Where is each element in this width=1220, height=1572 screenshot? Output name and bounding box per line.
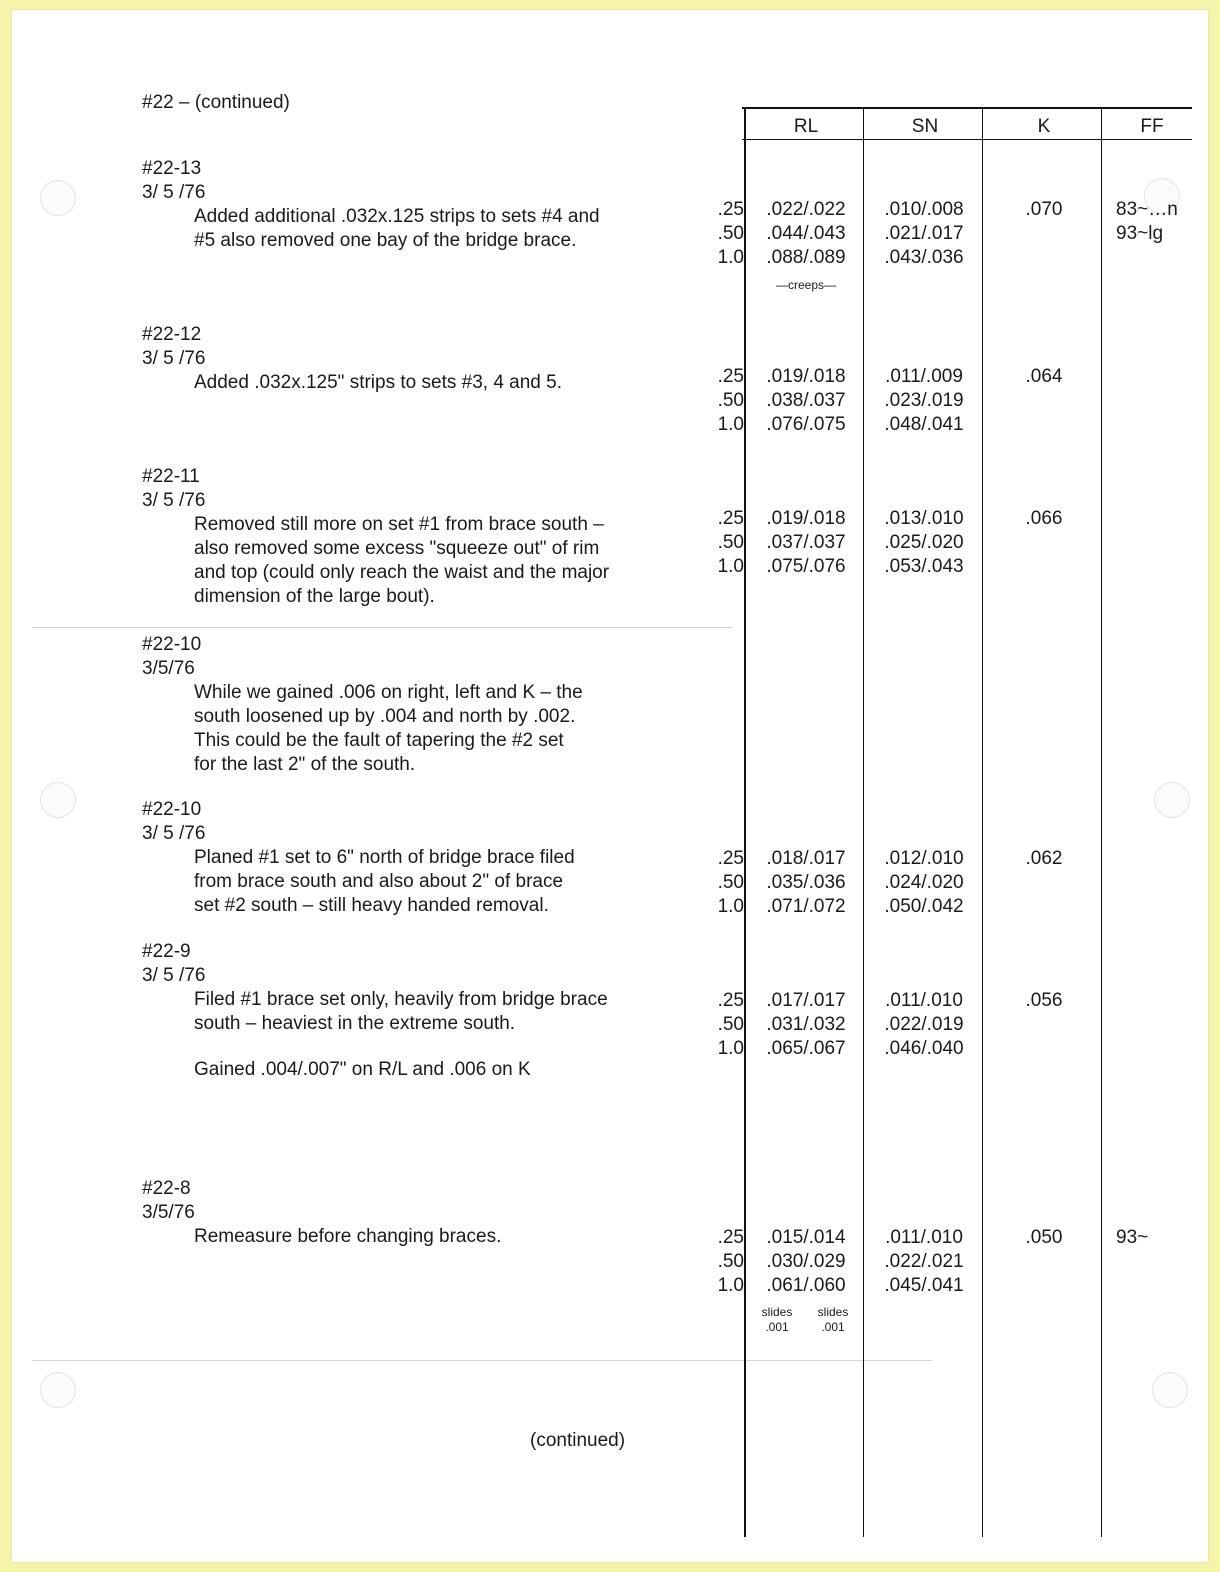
entry-note: Gained .004/.007" on R/L and .006 on K [194,1059,531,1080]
load-value: .50 [717,1014,744,1035]
measurement-row [640,1251,1200,1275]
rl-value: .035/.036 [766,872,846,893]
load-value: .25 [717,366,744,387]
k-value: .064 [1025,366,1063,387]
sn-value: .025/.020 [884,532,964,553]
entry [142,940,682,1082]
rl-value: .019/.018 [766,508,846,529]
measurement-row [640,390,1200,414]
load-value: 1.0 [717,1275,744,1296]
sn-value: .023/.019 [884,390,964,411]
load-value: 1.0 [717,896,744,917]
measurement-rows [640,508,1200,580]
entry-description: While we gained .006 on right, left and K – the south loosened up by .004 and north by .002. This could be the fault of tapering the #2 set for the last 2" of the south. [194,682,583,775]
rl-value: .075/.076 [766,556,846,577]
load-value: .50 [717,390,744,411]
entry-description: Planed #1 set to 6" north of bridge brace filed from brace south and also about 2" of brace set #2 south – still heavy handed removal. [194,847,575,916]
entry-description: Removed still more on set #1 from brace south – also removed some excess "squeeze out" of rim and top (could only reach the waist and the major dimension of the large bout). [194,514,610,607]
entry-date: 3/ 5 /76 [142,965,206,986]
entry-id: #22-13 [142,158,202,179]
slides-note: slides .001 [817,1305,849,1334]
sn-value: .012/.010 [884,848,964,869]
measurement-row [640,848,1200,872]
entry-date: 3/5/76 [142,1202,195,1223]
measurement-rows [640,990,1200,1062]
sn-value: .011/.010 [885,1227,963,1248]
measurement-row [640,872,1200,896]
ff-value: 93~lg [1116,223,1164,244]
entry-id: #22-10 [142,799,202,820]
entry-id: #22-9 [142,941,191,962]
measurement-row [640,508,1200,532]
entry-description: Added .032x.125" strips to sets #3, 4 and 5. [194,372,562,393]
column-divider [982,107,983,1537]
sn-value: .011/.010 [885,990,963,1011]
sn-value: .022/.021 [884,1251,964,1272]
sn-value: .011/.009 [885,366,963,387]
entry-id: #22-8 [142,1178,191,1199]
rl-value: .019/.018 [766,366,846,387]
k-value: .066 [1025,508,1063,529]
entry [142,157,682,253]
measurement-row [640,990,1200,1014]
measurement-row [640,556,1200,580]
footer-continued: (continued) [530,1430,626,1451]
fold-line [32,1360,932,1361]
k-value: .062 [1025,848,1063,869]
measurement-rows [640,848,1200,920]
k-value: .050 [1025,1227,1063,1248]
column-divider [1101,107,1102,1537]
rl-value: .037/.037 [766,532,846,553]
measurement-row [640,223,1200,247]
punch-hole [1154,782,1190,818]
entry-date: 3/5/76 [142,658,195,679]
measurement-row [640,1275,1200,1299]
column-header-k: K [1037,116,1051,137]
rl-value: .017/.017 [766,990,846,1011]
entry-date: 3/ 5 /76 [142,490,206,511]
entry [142,633,682,777]
rl-value: .018/.017 [766,848,846,869]
ff-value: 93~ [1116,1227,1149,1248]
column-header-sn: SN [911,116,939,137]
sn-value: .022/.019 [884,1014,964,1035]
load-value: 1.0 [717,556,744,577]
measurement-row [640,532,1200,556]
rl-value: .065/.067 [766,1038,846,1059]
punch-hole [40,782,76,818]
k-value: .070 [1025,199,1063,220]
ff-value: 83~…n [1116,199,1178,220]
load-value: 1.0 [717,1038,744,1059]
rl-value: .031/.032 [766,1014,846,1035]
load-value: .50 [717,1251,744,1272]
sn-value: .013/.010 [884,508,964,529]
sn-value: .045/.041 [884,1275,964,1296]
measurement-row [640,414,1200,438]
entry-id: #22-10 [142,634,202,655]
measurement-row [640,199,1200,223]
sn-value: .010/.008 [884,199,964,220]
column-header-ff: FF [1140,116,1164,137]
entry-description: Added additional .032x.125 strips to sets #4 and #5 also removed one bay of the bridge brace. [194,206,600,251]
measurement-row [640,896,1200,920]
entry-date: 3/ 5 /76 [142,823,206,844]
column-divider [863,107,864,1537]
rl-value: .076/.075 [766,414,846,435]
sn-value: .050/.042 [884,896,964,917]
measurement-rows [640,199,1200,271]
rl-value: .044/.043 [766,223,846,244]
measurement-rows [640,1227,1200,1299]
load-value: .50 [717,872,744,893]
measurement-row [640,1227,1200,1251]
table-header-rule [742,139,1192,140]
sn-value: .048/.041 [884,414,964,435]
entry-id: #22-11 [142,466,200,487]
load-value: .25 [717,508,744,529]
punch-hole [1152,1372,1188,1408]
table-top-rule [742,107,1192,109]
page-title: #22 – (continued) [142,92,290,113]
sn-value: .046/.040 [884,1038,964,1059]
rl-value: .015/.014 [766,1227,846,1248]
slides-note: slides .001 [761,1305,793,1334]
measurement-row [640,366,1200,390]
rl-value: .071/.072 [766,896,846,917]
entry [142,323,682,395]
entry [142,1177,682,1249]
measurement-row [640,247,1200,271]
rl-value: .030/.029 [766,1251,846,1272]
sn-value: .021/.017 [884,223,964,244]
load-value: .25 [717,990,744,1011]
entry-date: 3/ 5 /76 [142,182,206,203]
punch-hole [40,180,76,216]
rl-value: .038/.037 [766,390,846,411]
k-value: .056 [1025,990,1063,1011]
load-value: .50 [717,532,744,553]
sn-value: .053/.043 [884,556,964,577]
load-value: .50 [717,223,744,244]
load-value: 1.0 [717,414,744,435]
load-value: 1.0 [717,247,744,268]
sn-value: .024/.020 [884,872,964,893]
entry-date: 3/ 5 /76 [142,348,206,369]
creeps-note: —creeps— [775,278,837,292]
entry-id: #22-12 [142,324,202,345]
entry-description: Remeasure before changing braces. [194,1226,502,1247]
entry [142,798,682,918]
sn-value: .043/.036 [884,247,964,268]
column-divider [744,107,746,1537]
column-header-rl: RL [793,116,819,137]
rl-value: .022/.022 [766,199,846,220]
load-value: .25 [717,848,744,869]
measurement-row [640,1038,1200,1062]
entry [142,465,682,609]
measurement-row [640,1014,1200,1038]
entry-description: Filed #1 brace set only, heavily from bridge brace south – heaviest in the extreme south. [194,989,608,1034]
rl-value: .088/.089 [766,247,846,268]
measurement-rows [640,366,1200,438]
load-value: .25 [717,199,744,220]
punch-hole [40,1372,76,1408]
load-value: .25 [717,1227,744,1248]
fold-line [32,627,732,628]
rl-value: .061/.060 [766,1275,846,1296]
